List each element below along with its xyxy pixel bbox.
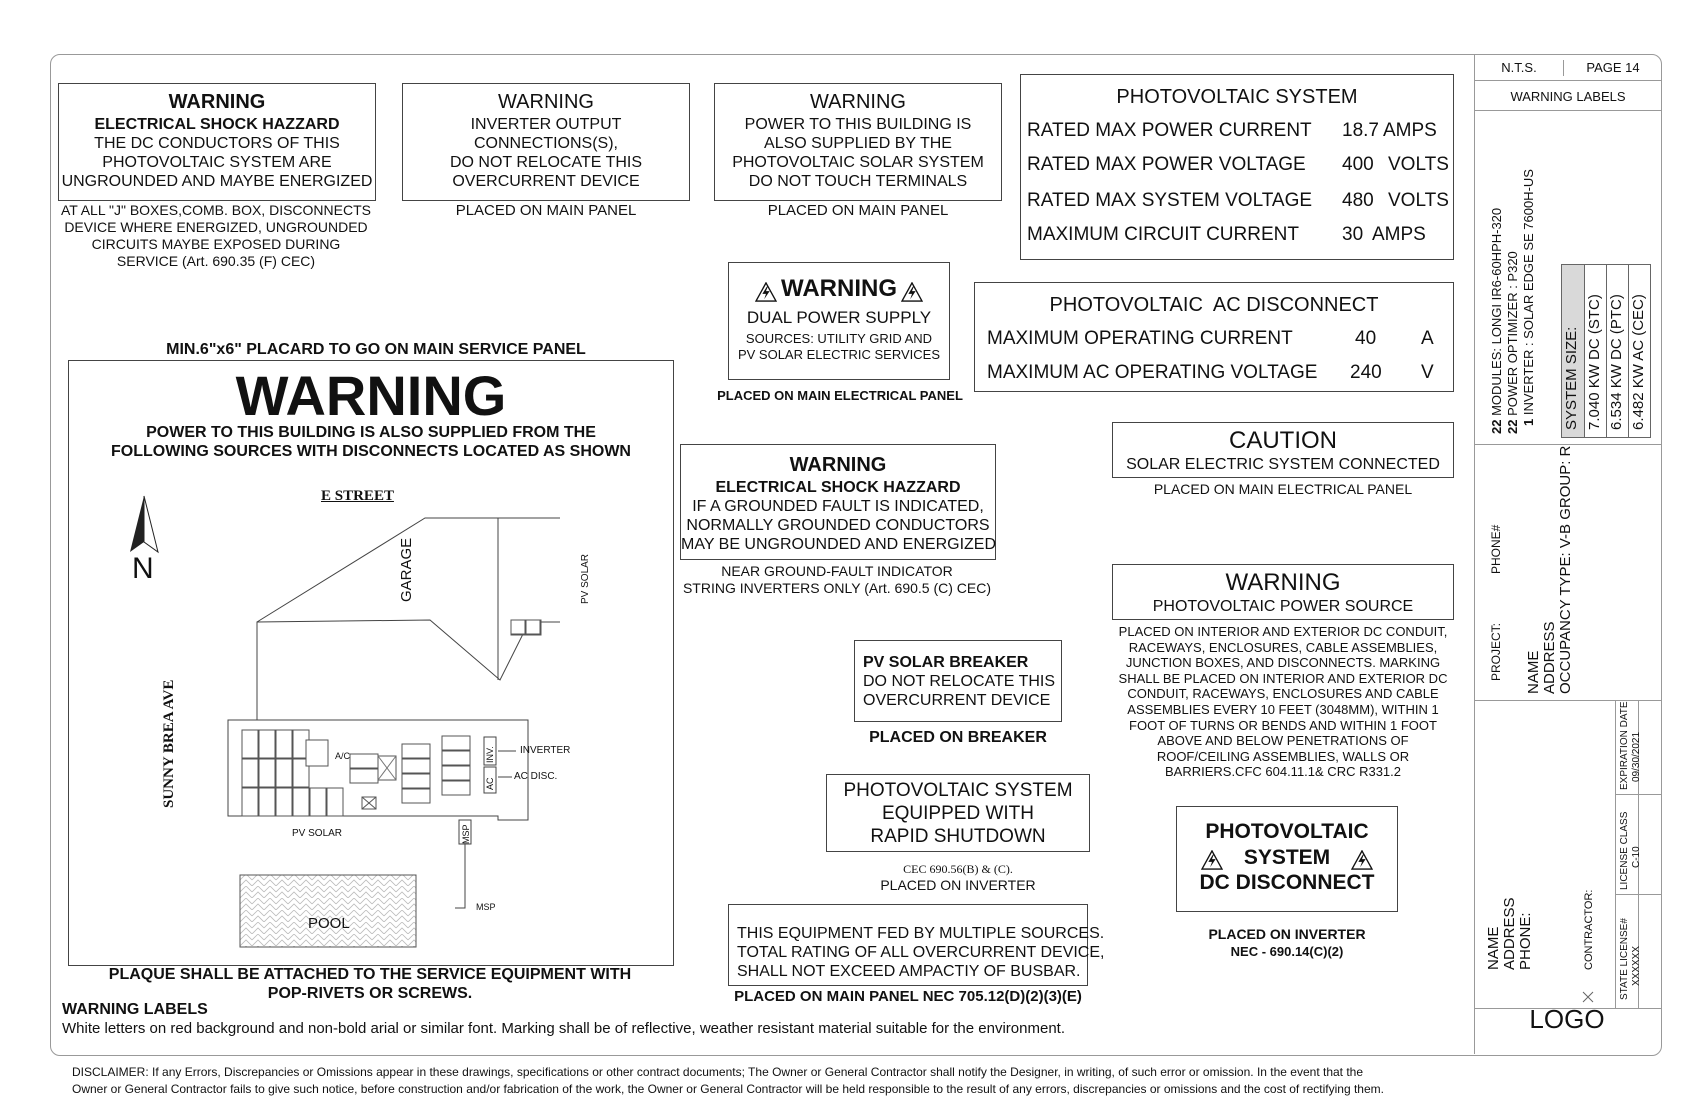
caution-line: SOLAR ELECTRIC SYSTEM CONNECTED — [1126, 456, 1440, 473]
shock1-title: WARNING — [168, 91, 266, 113]
dual-power-title: WARNING — [781, 275, 897, 302]
placard-footer-line: POP-RIVETS OR SCREWS. — [267, 985, 473, 1002]
ac-label: A/C — [335, 751, 351, 761]
project-address: ADDRESS — [1541, 621, 1558, 694]
rapid-shutdown-line: PHOTOVOLTAIC SYSTEM — [843, 780, 1073, 801]
street-label: E STREET — [321, 488, 394, 504]
pv-row-unit: AMPS — [1383, 120, 1437, 141]
license-number-value: XXXXXX — [1631, 945, 1642, 986]
shock1-line: UNGROUNDED AND MAYBE ENERGIZED — [61, 173, 373, 190]
shock1-line: THE DC CONDUCTORS OF THIS — [94, 135, 340, 152]
ac-disc-callout: AC DISC. — [514, 771, 558, 782]
dc-disconnect-row — [1177, 845, 1397, 870]
placard-line: FOLLOWING SOURCES WITH DISCONNECTS LOCATED AS SHOWN — [111, 443, 631, 460]
caption-line: CEC 690.56(B) & (C). — [903, 862, 1013, 876]
disclaimer — [72, 1064, 1384, 1098]
caption-line: ASSEMBLIES EVERY 10 FEET (3048MM), WITHIN 1 — [1127, 701, 1439, 717]
caption-line: ROOF/CEILING ASSEMBLIES, WALLS OR — [1156, 748, 1410, 764]
label-shock-hazard — [58, 83, 376, 201]
dc-disconnect-caption — [1176, 924, 1398, 960]
module-line — [1521, 169, 1537, 434]
exp-label: EXPIRATION DATE — [1619, 701, 1630, 790]
shock2-line: IF A GROUNDED FAULT IS INDICATED, — [692, 498, 984, 515]
dual-power-line: DUAL POWER SUPPLY — [746, 308, 932, 327]
module-line — [1489, 208, 1505, 434]
multiple-sources-line: TOTAL RATING OF ALL OVERCURRENT DEVICE, — [737, 944, 1105, 961]
north-arrow-icon — [130, 496, 158, 552]
pv-row-value: 18.7 — [1342, 120, 1379, 141]
pv-system-title: PHOTOVOLTAIC SYSTEM — [1116, 86, 1358, 108]
pv-row-value: 400 — [1342, 154, 1374, 175]
breaker-caption: PLACED ON BREAKER — [869, 729, 1047, 746]
pv-row-label: RATED MAX SYSTEM VOLTAGE — [1027, 190, 1313, 211]
msp-callout: MSP — [476, 902, 496, 912]
caption-line: JUNCTION BOXES, AND DISCONNECTS. MARKING — [1125, 655, 1441, 671]
module-text: POWER OPTIMIZER : P320 — [1505, 251, 1520, 420]
pv-power-source-title: WARNING — [1225, 569, 1341, 596]
breaker-line: DO NOT RELOCATE THIS — [863, 673, 1056, 690]
placard-footer-line: PLAQUE SHALL BE ATTACHED TO THE SERVICE EQUIPMENT WITH — [108, 966, 632, 983]
divider — [1475, 110, 1661, 111]
module-qty: 1 — [1521, 418, 1536, 426]
shock2-title: WARNING — [789, 454, 887, 476]
high-voltage-icon — [755, 282, 777, 302]
logo: LOGO — [1529, 1004, 1605, 1034]
multiple-sources-line: SHALL NOT EXCEED AMPACTIY OF BUSBAR. — [737, 963, 1081, 980]
pv-panel — [511, 620, 525, 634]
module-text: MODULES: LONGI IR6-60HPH-320 — [1489, 207, 1504, 420]
system-size-row: 7.040 KW DC (STC) — [1586, 294, 1603, 430]
dc-disconnect-line: SYSTEM — [1243, 846, 1331, 869]
divider — [1615, 794, 1661, 795]
divider — [1615, 700, 1616, 1008]
caution-caption: PLACED ON MAIN ELECTRICAL PANEL — [1153, 481, 1413, 497]
high-voltage-icon — [1201, 850, 1223, 870]
notes-heading: WARNING LABELS — [62, 1001, 208, 1018]
divider — [1475, 700, 1661, 701]
placard-text — [69, 423, 673, 461]
ac-row-unit: A — [1421, 328, 1434, 349]
license-class-value: C-10 — [1631, 846, 1642, 868]
caption-line: DEVICE WHERE ENERGIZED, UNGROUNDED — [64, 219, 368, 235]
caption-line: ABOVE AND BELOW PENETRATIONS OF — [1157, 733, 1409, 749]
dc-disconnect-line: DC DISCONNECT — [1199, 871, 1375, 894]
pv-row-value: 30 — [1342, 224, 1364, 245]
pv-row-unit: VOLTS — [1388, 190, 1449, 211]
inverter-output-line: DO NOT RELOCATE THIS — [449, 154, 643, 171]
breaker-line: OVERCURRENT DEVICE — [863, 692, 1051, 709]
system-size-heading: SYSTEM SIZE: — [1563, 326, 1580, 430]
caption-line: STRING INVERTERS ONLY (Art. 690.5 (C) CEC) — [682, 580, 992, 596]
placard-heading: MIN.6"x6" PLACARD TO GO ON MAIN SERVICE PANEL — [166, 341, 586, 358]
scale: N.T.S. — [1501, 60, 1537, 75]
exp-value: 09/30/2021 — [1631, 731, 1642, 782]
power-supplied-line: DO NOT TOUCH TERMINALS — [748, 173, 968, 190]
dual-power-sources: SOURCES: UTILITY GRID AND — [745, 331, 933, 346]
ac-unit — [306, 740, 328, 766]
shock2-line: MAY BE UNGROUNDED AND ENERGIZED — [681, 536, 997, 553]
caption-line: PLACED ON INTERIOR AND EXTERIOR DC CONDUIT, — [1118, 624, 1448, 639]
inv-label: INV. — [485, 746, 495, 763]
system-size-row: 6.534 KW DC (PTC) — [1608, 294, 1625, 430]
caption-line: NEAR GROUND-FAULT INDICATOR — [721, 563, 953, 579]
msp-box-label: MSP — [461, 824, 471, 844]
caption-line: NEC - 690.14(C)(2) — [1230, 944, 1344, 959]
caption-line: BARRIERS.CFC 604.11.1& CRC R331.2 — [1164, 764, 1402, 780]
project-label: PROJECT: — [1489, 622, 1503, 681]
label-dc-disconnect — [1176, 806, 1398, 912]
garage-label: GARAGE — [398, 537, 415, 602]
shock2-line: NORMALLY GROUNDED CONDUCTORS — [686, 517, 990, 534]
inverter-output-caption: PLACED ON MAIN PANEL — [455, 202, 637, 219]
pool-label: POOL — [308, 915, 350, 932]
pv-power-source-line: PHOTOVOLTAIC POWER SOURCE — [1152, 598, 1414, 615]
ac-row-label: MAXIMUM AC OPERATING VOLTAGE — [987, 362, 1318, 383]
module-qty: 22 — [1489, 419, 1504, 434]
inverter-output-line: INVERTER OUTPUT — [470, 116, 622, 133]
divider — [1475, 80, 1661, 81]
divider — [1628, 265, 1629, 437]
high-voltage-icon — [901, 282, 923, 302]
inverter-output-line: CONNECTIONS(S), — [474, 135, 618, 152]
disclaimer-line: DISCLAIMER: If any Errors, Discrepancies or Omissions appear in these drawings, specifications or other contract documents; The Owner or General Contractor shall notify the Designer, in writing, of such error or omission. In the event that the — [72, 1065, 1364, 1079]
shock2-subtitle: ELECTRICAL SHOCK HAZZARD — [715, 479, 961, 496]
ac-disconnect-title: PHOTOVOLTAIC AC DISCONNECT — [1049, 294, 1379, 316]
pv-solar-roof-label: PV SOLAR — [580, 553, 591, 604]
pv-solar-label: PV SOLAR — [292, 828, 343, 839]
dual-power-title-row — [729, 275, 949, 303]
system-size-row: 6.482 KW AC (CEC) — [1630, 294, 1647, 430]
project-name: NAME — [1525, 650, 1542, 694]
rapid-shutdown-line: EQUIPPED WITH — [881, 803, 1034, 824]
dc-disconnect-line: PHOTOVOLTAIC — [1205, 820, 1369, 843]
multiple-sources-caption: PLACED ON MAIN PANEL NEC 705.12(D)(2)(3)(E) — [734, 988, 1082, 1005]
north-label: N — [132, 552, 154, 585]
label-inverter-output — [402, 83, 690, 201]
power-supplied-line: PHOTOVOLTAIC SOLAR SYSTEM — [732, 154, 984, 171]
placard-title: WARNING — [235, 364, 507, 427]
rapid-shutdown-line: RAPID SHUTDOWN — [870, 826, 1046, 847]
inverter-output-line: OVERCURRENT DEVICE — [452, 173, 640, 190]
module-line — [1505, 251, 1521, 434]
caption-line: SERVICE (Art. 690.35 (F) CEC) — [116, 253, 316, 269]
caption-line: CONDUIT, RACEWAYS, ENCLOSURES AND CABLE — [1127, 686, 1439, 702]
title-block — [1474, 54, 1661, 1054]
license-class-label: LICENSE CLASS — [1619, 811, 1630, 890]
module-text: INVERTER : SOLAR EDGE SE 7600H-US — [1521, 169, 1536, 419]
caption-line: PLACED ON INVERTER — [1208, 926, 1366, 942]
caution-title: CAUTION — [1229, 427, 1337, 454]
breaker-title: PV SOLAR BREAKER — [863, 654, 1029, 671]
license-number-label: STATE LICENSE# — [1619, 918, 1630, 1000]
label-dual-power — [728, 262, 950, 380]
caption-line: SHALL BE PLACED ON INTERIOR AND EXTERIOR DC — [1118, 670, 1448, 686]
power-supplied-line: ALSO SUPPLIED BY THE — [764, 135, 952, 152]
contractor-address: ADDRESS — [1501, 897, 1518, 970]
placard-line: POWER TO THIS BUILDING IS ALSO SUPPLIED FROM THE — [146, 424, 596, 441]
label-ac-disconnect — [974, 282, 1454, 392]
divider — [1615, 894, 1661, 895]
signature-mark-icon — [1581, 990, 1595, 1004]
inverter-output-title: WARNING — [498, 91, 594, 113]
label-shock-hazard-gfi — [680, 444, 996, 560]
caption-line: FOOT OF TURNS OR BENDS AND WITHIN 1 FOOT — [1129, 717, 1437, 733]
placard-footer — [60, 965, 680, 1003]
pv-power-source-caption — [1102, 624, 1464, 780]
rapid-shutdown-caption — [826, 862, 1090, 894]
contractor-label: CONTRACTOR: — [1583, 889, 1595, 970]
label-multiple-sources — [728, 904, 1105, 986]
shock1-subtitle: ELECTRICAL SHOCK HAZZARD — [94, 116, 340, 133]
ac-row-value: 240 — [1350, 362, 1382, 383]
ac-row-value: 40 — [1355, 328, 1377, 349]
pv-row-value: 480 — [1342, 190, 1374, 211]
contractor-phone: PHONE: — [1517, 912, 1534, 970]
dual-power-sources: PV SOLAR ELECTRIC SERVICES — [737, 347, 941, 362]
ac-box-label: AC — [485, 777, 495, 790]
power-supplied-title: WARNING — [810, 91, 906, 113]
pool — [240, 875, 416, 947]
pv-row-label: RATED MAX POWER CURRENT — [1027, 120, 1312, 141]
power-supplied-caption: PLACED ON MAIN PANEL — [767, 202, 949, 219]
shock1-caption — [48, 202, 384, 270]
label-caution — [1112, 422, 1454, 478]
pv-panel — [526, 620, 540, 634]
multiple-sources-line: THIS EQUIPMENT FED BY MULTIPLE SOURCES. — [737, 925, 1105, 942]
pv-panel-array — [350, 736, 470, 803]
site-plan — [120, 490, 560, 960]
power-supplied-line: POWER TO THIS BUILDING IS — [744, 116, 972, 133]
phone-label: PHONE# — [1489, 524, 1503, 574]
notes-text: White letters on red background and non-bold arial or similar font. Marking shall be of reflective, weather resistant material suitable for the environment. — [62, 1020, 1065, 1037]
shock2-caption — [670, 563, 1004, 597]
pv-row-label: RATED MAX POWER VOLTAGE — [1027, 154, 1306, 175]
avenue-label: SUNNY BREA AVE — [161, 679, 177, 808]
dual-power-caption: PLACED ON MAIN ELECTRICAL PANEL — [717, 388, 963, 403]
disclaimer-line: Owner or General Contractor fails to give such notice, before construction and/or fabrication of the work, the Owner or General Contractor will be held responsible to the result of any errors, discrepancies or omissions and the cost of rectifying them. — [72, 1082, 1384, 1096]
occupancy-type: OCCUPANCY TYPE: V-B GROUP: R — [1557, 445, 1574, 694]
module-qty: 22 — [1505, 419, 1520, 434]
page-number: PAGE 14 — [1563, 60, 1662, 76]
inverter-callout: INVERTER — [520, 745, 571, 756]
label-rapid-shutdown — [826, 774, 1090, 852]
sheet-title: WARNING LABELS — [1510, 89, 1626, 104]
caption-line: RACEWAYS, ENCLOSURES, CABLE ASSEMBLIES, — [1128, 639, 1438, 655]
shock1-line: PHOTOVOLTAIC SYSTEM ARE — [102, 154, 332, 171]
pv-row-label: MAXIMUM CIRCUIT CURRENT — [1027, 224, 1299, 245]
label-pv-power-source — [1112, 564, 1454, 620]
high-voltage-icon — [1351, 850, 1373, 870]
label-pv-solar-breaker — [854, 640, 1062, 722]
caption-line: CIRCUITS MAYBE EXPOSED DURING — [91, 236, 341, 252]
pv-row-unit: AMPS — [1372, 224, 1426, 245]
label-power-supplied — [714, 83, 1002, 201]
pv-row-unit: VOLTS — [1388, 154, 1449, 175]
caption-line: PLACED ON INVERTER — [880, 877, 1036, 893]
contractor-name: NAME — [1485, 926, 1502, 970]
ac-row-label: MAXIMUM OPERATING CURRENT — [987, 328, 1293, 349]
caption-line: AT ALL "J" BOXES,COMB. BOX, DISCONNECTS — [61, 202, 371, 218]
divider — [1606, 265, 1607, 437]
ac-row-unit: V — [1421, 362, 1434, 383]
label-pv-system-ratings — [1020, 74, 1454, 260]
